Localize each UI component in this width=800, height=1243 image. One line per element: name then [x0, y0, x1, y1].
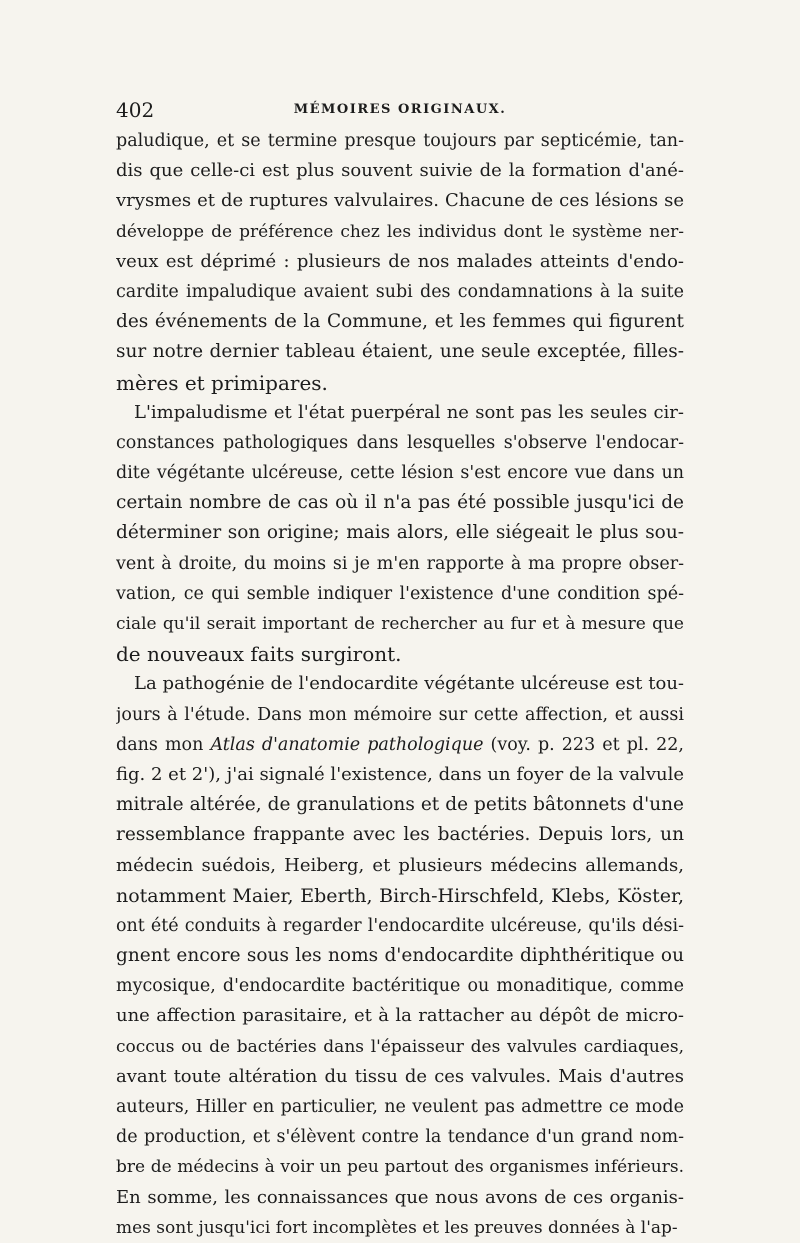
text-line: [116, 730, 684, 760]
text-line: paludique, et se termine presque toujours par septicémie, tan-: [116, 131, 684, 151]
text-line: de nouveaux faits surgiront.: [116, 642, 402, 667]
running-title: MÉMOIRES ORIGINAUX.: [293, 102, 507, 117]
text-line: veux est déprimé : plusieurs de nos malades atteints d'endo-: [116, 250, 684, 272]
text-line: constances pathologiques dans lesquelles s'observe l'endocar-: [116, 432, 684, 453]
text-line: avant toute altération du tissu de ces valvules. Mais d'autres: [116, 1065, 684, 1087]
text-line: dite végétante ulcéreuse, cette lésion s'est encore vue dans un: [116, 463, 684, 484]
text-segment: (voy. p. 223 et pl. 22,: [483, 734, 684, 755]
body-text: [116, 126, 684, 1243]
text-line: coccus ou de bactéries dans l'épaisseur des valvules cardiaques,: [116, 1036, 684, 1057]
text-line: auteurs, Hiller en particulier, ne veulent pas admettre ce mode: [116, 1097, 684, 1117]
text-line: mitrale altérée, de granulations et de petits bâtonnets d'une: [116, 794, 684, 816]
text-line: médecin suédois, Heiberg, et plusieurs médecins allemands,: [116, 854, 684, 876]
text-line: fig. 2 et 2'), j'ai signalé l'existence, dans un foyer de la valvule: [116, 763, 684, 785]
text-line: de production, et s'élèvent contre la tendance d'un grand nom-: [116, 1127, 684, 1148]
text-line: ont été conduits à regarder l'endocardite ulcéreuse, qu'ils dési-: [116, 915, 684, 936]
text-line: En somme, les connaissances que nous avons de ces organis-: [116, 1186, 684, 1208]
text-line: sur notre dernier tableau étaient, une seule exceptée, filles-: [116, 341, 684, 363]
text-line: une affection parasitaire, et à la rattacher au dépôt de micro-: [116, 1005, 684, 1027]
text-line: vation, ce qui semble indiquer l'existence d'une condition spé-: [116, 583, 684, 604]
text-line: jours à l'étude. Dans mon mémoire sur cette affection, et aussi: [116, 704, 684, 725]
text-line: mes sont jusqu'ici fort incomplètes et les preuves données à l'ap-: [116, 1217, 678, 1238]
text-line: cardite impaludique avaient subi des condamnations à la suite: [116, 281, 684, 302]
text-line: mères et primipares.: [116, 370, 328, 395]
text-line: dis que celle-ci est plus souvent suivie de la formation d'ané-: [116, 160, 684, 182]
text-line: ciale qu'il serait important de rechercher au fur et à mesure que: [116, 614, 684, 634]
text-line: vrysmes et de ruptures valvulaires. Chacune de ces lésions se: [116, 190, 684, 212]
text-line: vent à droite, du moins si je m'en rapporte à ma propre obser-: [116, 553, 684, 574]
page-number: 402: [116, 98, 155, 122]
text-line: certain nombre de cas où il n'a pas été possible jusqu'ici de: [116, 492, 684, 514]
text-line: des événements de la Commune, et les femmes qui figurent: [116, 311, 684, 333]
page-header: [116, 98, 684, 126]
text-line: bre de médecins à voir un peu partout des organismes inférieurs.: [116, 1157, 684, 1178]
text-segment: dans mon: [116, 734, 211, 755]
text-line: gnent encore sous les noms d'endocardite diphthéritique ou: [116, 945, 684, 967]
text-line: ressemblance frappante avec les bactéries. Depuis lors, un: [116, 824, 684, 846]
text-line: développe de préférence chez les individus dont le système ner-: [116, 221, 684, 242]
text-line: La pathogénie de l'endocardite végétante ulcéreuse est tou-: [134, 673, 684, 695]
book-title-italic: Atlas d'anatomie pathologique: [210, 734, 484, 755]
text-line: L'impaludisme et l'état puerpéral ne sont pas les seules cir-: [134, 401, 684, 423]
text-line: mycosique, d'endocardite bactéritique ou monaditique, comme: [116, 976, 684, 997]
text-line: déterminer son origine; mais alors, elle siégeait le plus sou-: [116, 522, 684, 544]
text-line: notamment Maier, Eberth, Birch-Hirschfeld, Klebs, Köster,: [116, 884, 684, 907]
